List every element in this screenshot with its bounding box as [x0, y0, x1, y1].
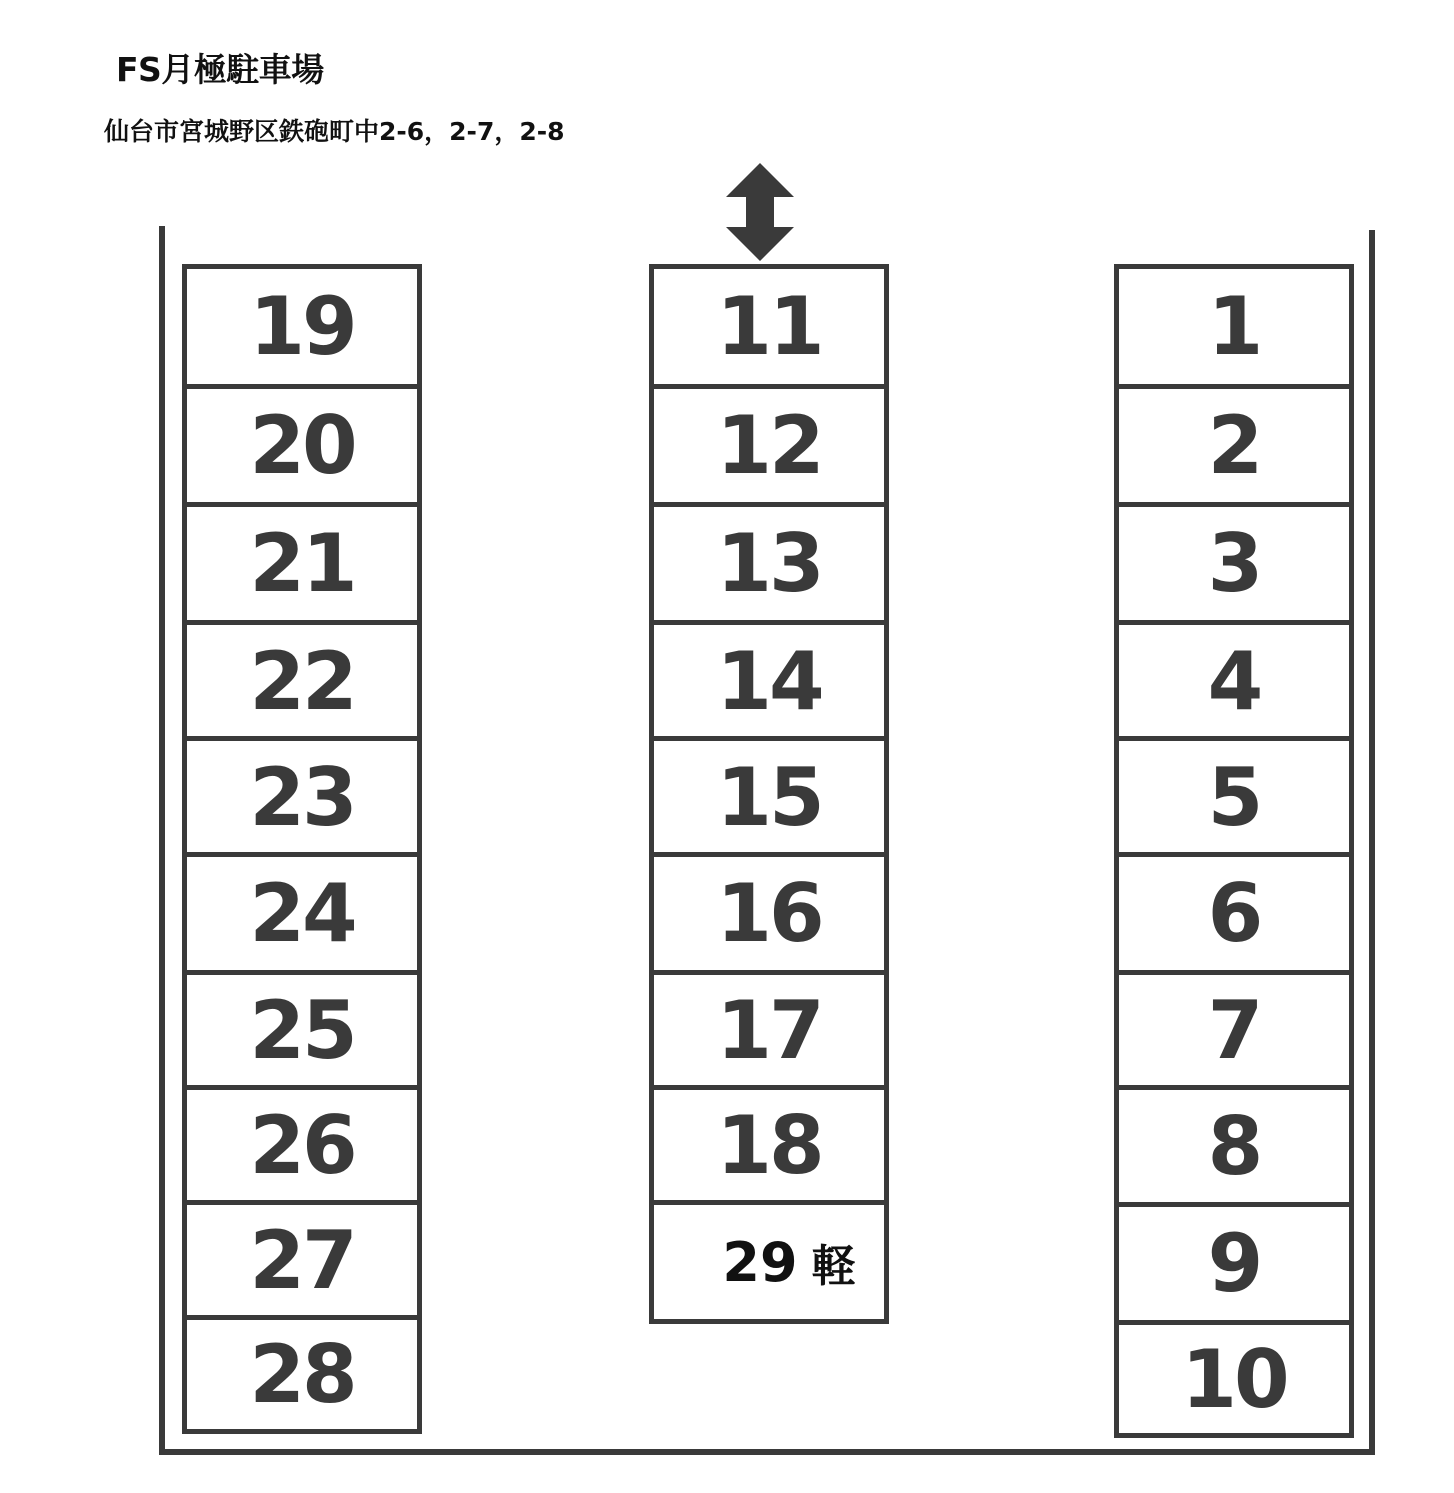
page-title: FS月極駐車場 — [116, 50, 324, 89]
parking-stall: 10 — [1181, 1332, 1287, 1426]
parking-stall: 1 — [1207, 280, 1261, 373]
parking-stall: 21 — [249, 517, 355, 610]
parking-stall: 26 — [249, 1098, 355, 1192]
parking-stall: 13 — [716, 517, 822, 610]
parking-stall: 28 — [249, 1328, 355, 1421]
stall-column-middle — [649, 264, 889, 1324]
parking-stall: 27 — [249, 1213, 355, 1307]
parking-stall: 9 — [1207, 1217, 1261, 1310]
parking-stall: 3 — [1207, 517, 1261, 610]
stall-column-left — [182, 264, 422, 1434]
parking-stall: 25 — [249, 983, 355, 1077]
parking-stall: 15 — [716, 751, 822, 844]
parking-stall: 8 — [1207, 1099, 1261, 1193]
parking-stall: 20 — [249, 399, 355, 492]
parking-stall: 2 — [1207, 399, 1261, 492]
parking-stall: 17 — [716, 983, 822, 1077]
parking-stall: 4 — [1207, 635, 1261, 728]
right-wall — [1369, 230, 1375, 1454]
bottom-wall — [159, 1449, 1375, 1455]
parking-stall: 24 — [249, 867, 355, 960]
double-arrow-vertical-icon — [724, 163, 796, 261]
parking-stall: 12 — [716, 399, 822, 492]
parking-stall: 6 — [1207, 867, 1261, 960]
parking-stall: 5 — [1207, 751, 1261, 844]
parking-stall: 7 — [1207, 983, 1261, 1077]
parking-stall: 14 — [716, 635, 822, 728]
parking-stall: 22 — [249, 635, 355, 728]
parking-stall: 11 — [716, 280, 822, 373]
parking-stall: 18 — [716, 1098, 822, 1192]
parking-stall: 23 — [249, 751, 355, 844]
kei-parking-stall — [654, 1205, 884, 1319]
left-wall — [159, 226, 165, 1454]
parking-stall: 19 — [249, 280, 355, 373]
kei-stall-label: 軽 — [811, 1241, 856, 1292]
stall-column-right — [1114, 264, 1354, 1438]
kei-stall-number: 29 — [722, 1230, 798, 1294]
address: 仙台市宮城野区鉄砲町中2-6，2-7，2-8 — [104, 117, 565, 146]
parking-stall: 16 — [716, 867, 822, 960]
